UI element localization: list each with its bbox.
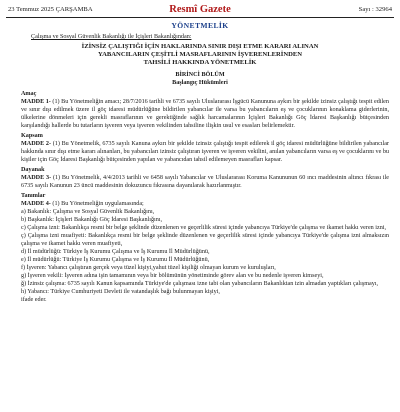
- title-line: TAHSİLİ HAKKINDA YÖNETMELİK: [143, 59, 257, 66]
- definition-item: e) İl müdürlüğü: Türkiye İş Kurumu Çalışma ve İş Kurumu İl Müdürlüğünü,: [21, 257, 210, 263]
- article-text: MADDE 4- (1) Bu Yönetmeliğin uygulamasında;: [21, 201, 144, 207]
- article-heading: Kapsam: [21, 133, 43, 139]
- article-label: MADDE 1-: [21, 99, 51, 105]
- article-heading: Amaç: [21, 91, 37, 97]
- definition-item: f) İşveren: Yabancı çalıştıran gerçek veya tüzel kişiyi,yahut tüzel kişiliği olmayan kurum ve kuruluşları,: [21, 265, 276, 271]
- article-label: MADDE 3-: [21, 175, 52, 181]
- definition-item: d) İl müdürlüğü: Türkiye İş Kurumu Çalışma ve İş Kurumu İl Müdürlüğünü,: [21, 249, 210, 255]
- definition-item: ifade eder.: [21, 297, 47, 303]
- regulation-body: [11, 33, 389, 304]
- part-name: Başlangıç Hükümleri: [172, 80, 228, 86]
- regulation-title: [11, 43, 389, 67]
- definition-item: b) Başkanlık: İçişleri Bakanlığı Göç İdaresi Başkanlığını,: [21, 217, 163, 223]
- part-number: BİRİNCİ BÖLÜM: [175, 72, 225, 78]
- definition-item: ğ) İzinsiz çalışma: 6735 sayılı Kanun kapsamında Türkiye'de çalışması izne tabi olan yabancıların Bakanlıktan izin almadan yaptıkları çalışmayı,: [21, 281, 379, 287]
- issue-date: 23 Temmuz 2025 ÇARŞAMBA: [8, 6, 93, 13]
- article: [11, 132, 389, 164]
- title-line: İZİNSİZ ÇALIŞTIĞI İÇİN HAKLARINDA SINIR DIŞI ETME KARARI ALINAN: [81, 43, 319, 50]
- article-text: MADDE 3- (1) Bu Yönetmelik, 4/4/2013 tarihli ve 6458 sayılı Yabancılar ve Uluslararası Koruma Kanununun 60 ıncı maddesinin altıncı fıkrası ile 6735 sayılı Kanunun 23 üncü maddesinin dokuzuncu fıkrasına dayanılarak hazırlanmıştır.: [21, 175, 390, 189]
- gazette-name: Resmî Gazete: [169, 4, 231, 15]
- article-label: MADDE 4-: [21, 201, 51, 207]
- issue-number: Sayı : 32964: [358, 6, 392, 13]
- article: [11, 192, 389, 304]
- definition-item: a) Bakanlık: Çalışma ve Sosyal Güvenlik Bakanlığını,: [21, 209, 155, 215]
- definition-item: c) Çalışma izni: Bakanlıkça resmi bir belge şeklinde düzenlenen ve geçerlilik süresi içinde yabancıya Türkiye'de çalışma ve ikamet hakkı veren izni,: [21, 225, 387, 231]
- article-text: MADDE 2- (1) Bu Yönetmelik, 6735 sayılı Kanuna aykırı bir şekilde izinsiz çalıştığı tespit edilerek il göç idaresi müdürlüğüne bildirilen yabancılar hakkında sınır dışı etme kararı alınanları, bu yabancıları izinsiz çalıştıran işveren ve işveren vekilini, anılan yabancıların varsa eş ve çocuklarını ve bu kişiler için Göç İdaresi Başkanlığı bütçesinden yapılan ve yabancıdan tahsil edilemeyen masrafları kapsar.: [21, 141, 390, 163]
- issuing-ministries: Çalışma ve Sosyal Güvenlik Bakanlığı ile İçişleri Bakanlığından:: [31, 34, 192, 40]
- definition-item: ç) Çalışma izni muafiyeti: Bakanlıkça resmi bir belge şeklinde düzenlenen ve geçerlilik süresi içinde yabancıya Türkiye'de çalışma izni almaksızın çalışma ve ikamet hakkı veren muafiyeti,: [21, 233, 389, 247]
- article-heading: Tanımlar: [21, 193, 46, 199]
- header-rule: [6, 17, 394, 18]
- article-label: MADDE 2-: [21, 141, 52, 147]
- title-line: YABANCILARIN ÇEŞİTLİ MASRAFLARININ İŞVERENLERİNDEN: [97, 51, 303, 58]
- article-heading: Dayanak: [21, 167, 45, 173]
- article: [11, 166, 389, 190]
- gazette-header: [8, 4, 392, 18]
- definition-item: g) İşveren vekili: İşveren adına işin tamamının veya bir bölümünün yönetiminde görev alan ve bu nedenle işveren kimseyi,: [21, 273, 324, 279]
- definition-item: h) Yabancı: Türkiye Cumhuriyeti Devleti ile vatandaşlık bağı bulunmayan kişiyi,: [21, 289, 220, 295]
- article: [11, 90, 389, 130]
- document-type: YÖNETMELİK: [171, 21, 229, 30]
- article-text: MADDE 1- (1) Bu Yönetmeliğin amacı; 28/7/2016 tarihli ve 6735 sayılı Uluslararası İşgücü Kanununa aykırı bir şekilde izinsiz çalıştığı tespit edilen ve sınır dışı edilmek üzere il göç idaresi müdürlüğüne bildirilen yabancılar ile varsa bu yabancıların eş ve çocuklarının konaklama giderlerinin, ülkelerine dönmeleri için gerekli masraflarının ve gerektiğinde sağlık harcamalarının İçişleri Bakanlığı Göç İdaresi Başkanlığı bütçesinden karşılandığı hallerde bu tutarların işveren veya işveren vekilinden tahsiline ilişkin usul ve esasları belirlemektir.: [21, 99, 389, 129]
